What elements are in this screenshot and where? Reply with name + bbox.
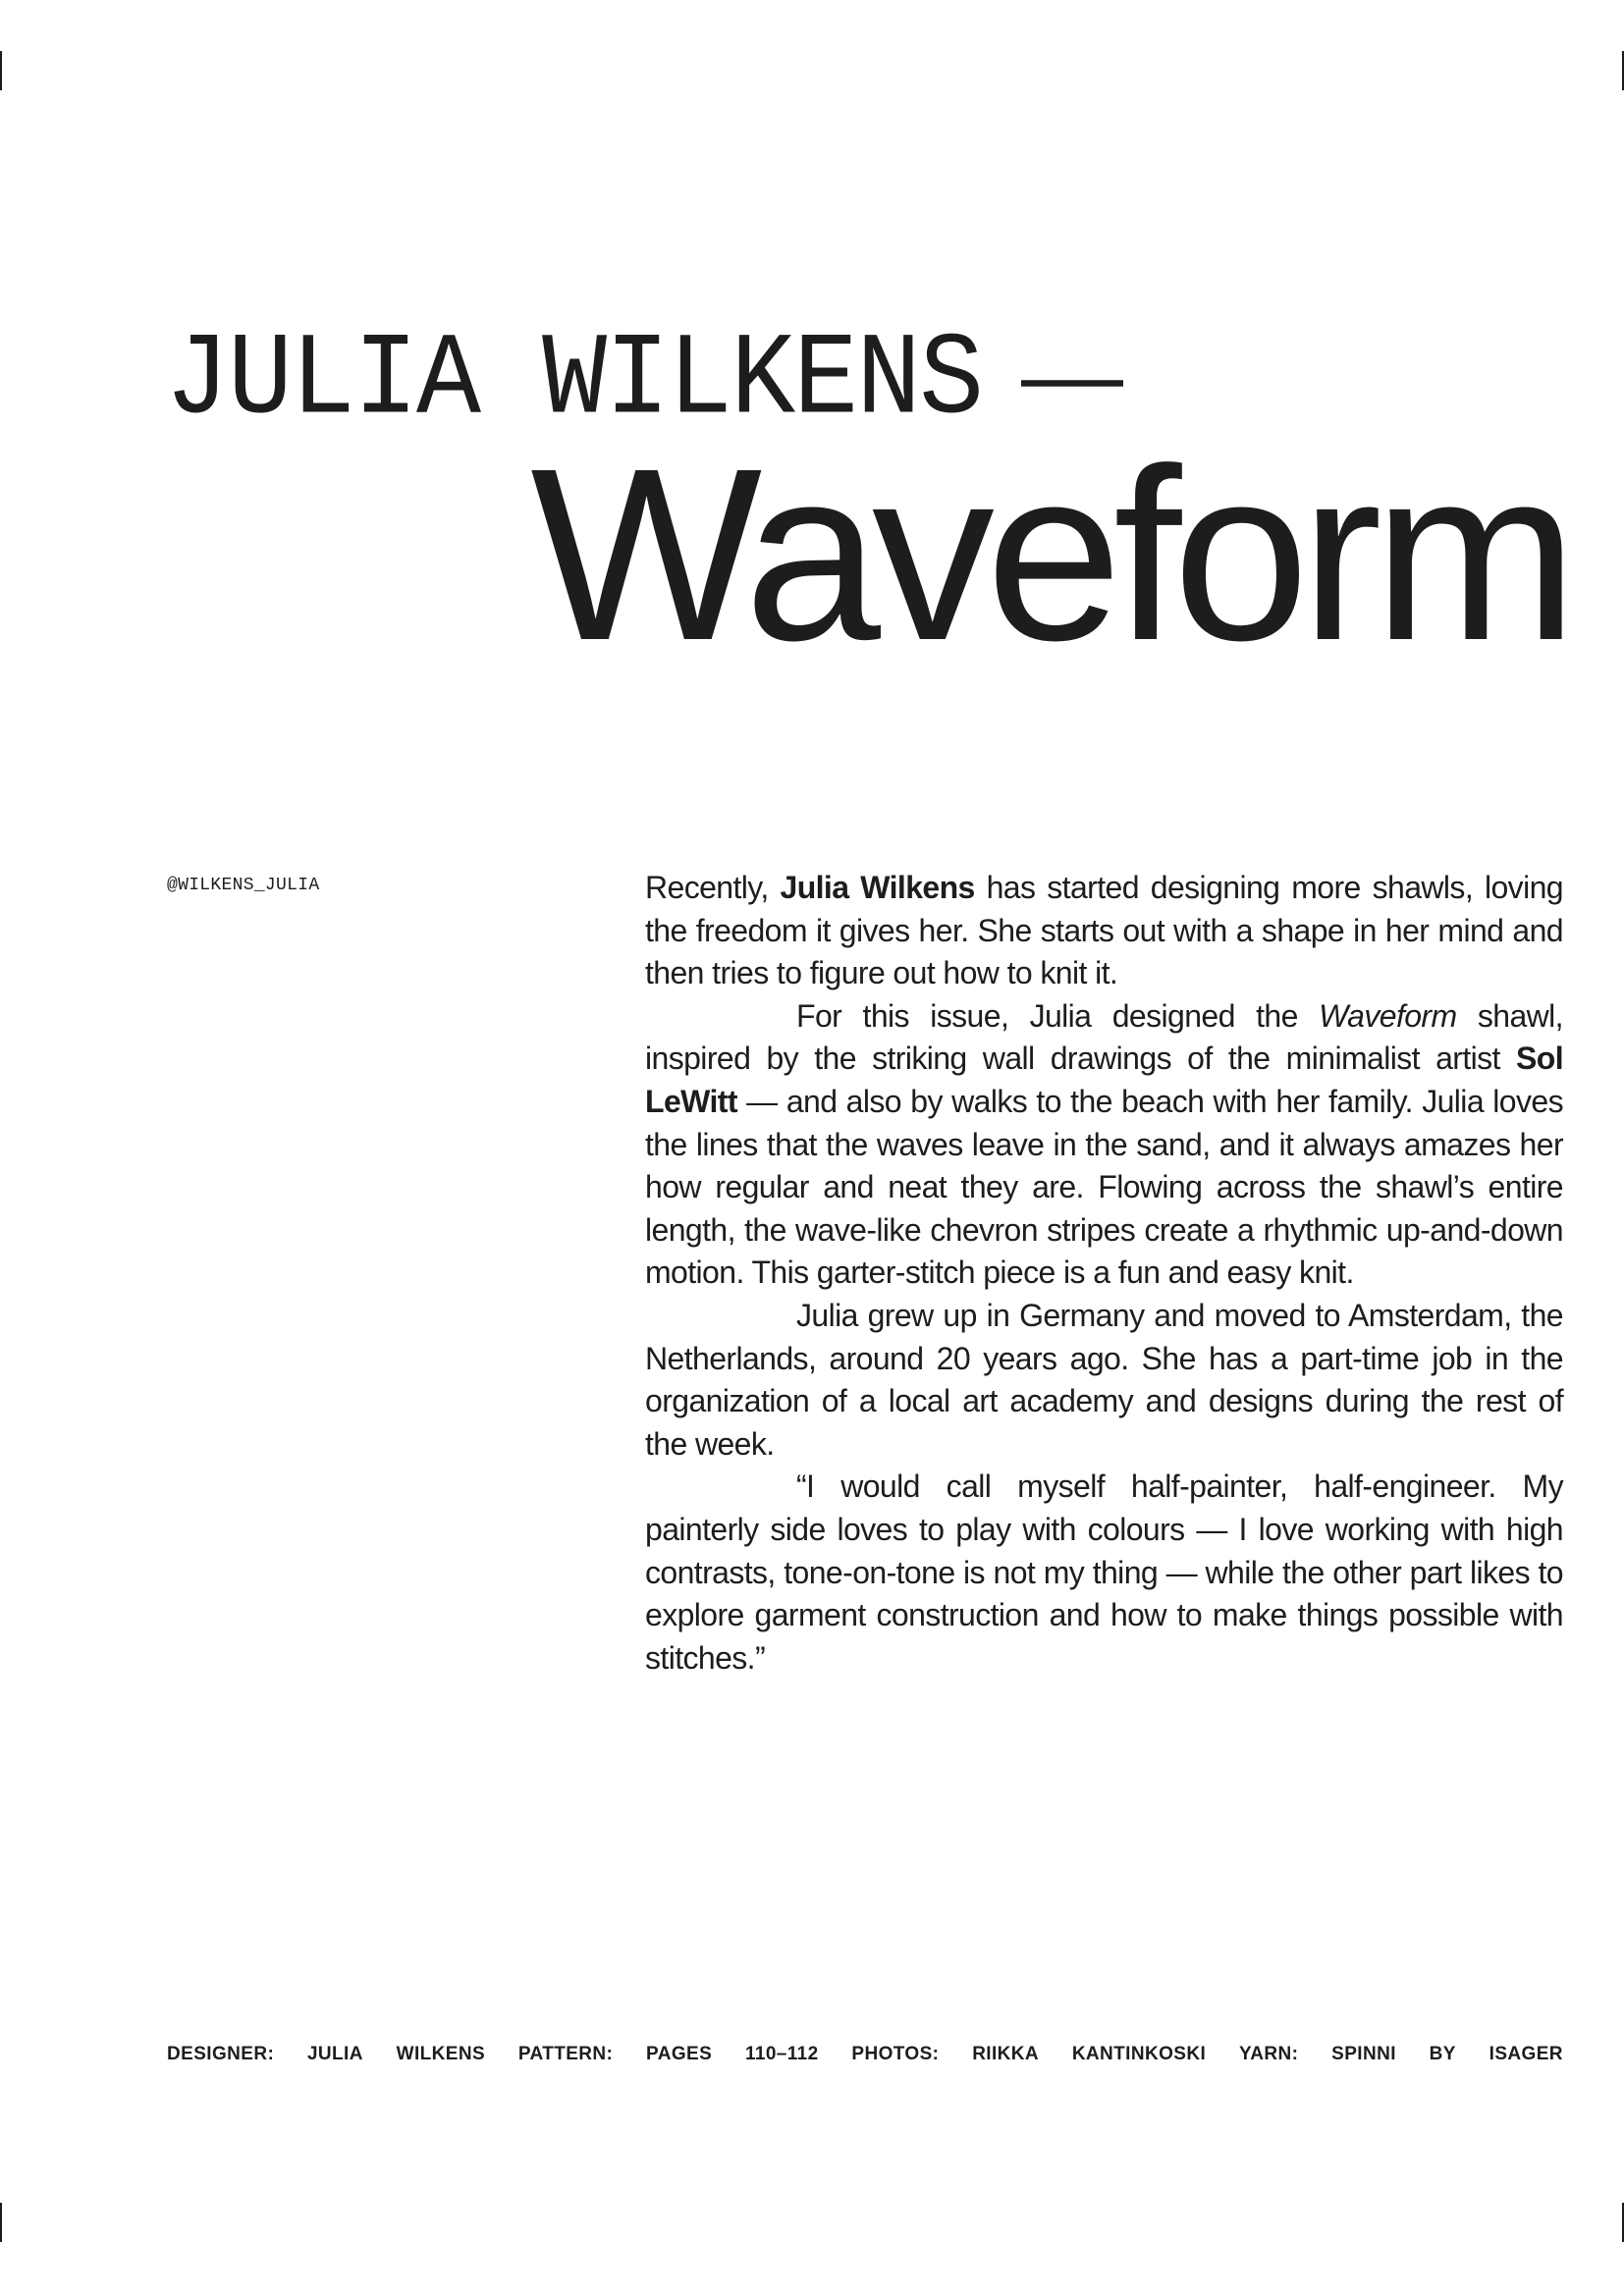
em-dash-rule (1021, 380, 1123, 386)
credit-word: JULIA (306, 2044, 363, 2064)
credit-word: RIIKKA (972, 2044, 1040, 2064)
credit-word: DESIGNER: (167, 2044, 275, 2064)
article-body (645, 867, 1563, 1680)
crop-mark-bottom-left (0, 2203, 2, 2242)
credit-word: PAGES (646, 2044, 713, 2064)
designer-name: JULIA WILKENS (165, 315, 983, 449)
paragraph-4: “I would call myself half-painter, half-engineer. My painterly side loves to play with colours — I love working with high contrasts, tone-on-tone is not my thing — while the other part likes to explore garment construction and how to make things possible with stitches.” (645, 1468, 1563, 1676)
credit-word: 110–112 (744, 2044, 819, 2064)
artist-name-bold: Sol LeWitt (645, 1041, 1563, 1119)
designer-name-bold: Julia Wilkens (780, 870, 975, 905)
instagram-handle: @WILKENS_JULIA (167, 876, 320, 895)
credit-word: KANTINKOSKI (1071, 2044, 1207, 2064)
paragraph-1: Recently, Julia Wilkens has started designing more shawls, loving the freedom it gives her. She starts out with a shape in her mind and then tries to figure out how to knit it. (645, 870, 1563, 991)
credit-word: SPINNI (1331, 2044, 1396, 2064)
crop-mark-top-left (0, 51, 2, 90)
credits-line (167, 2045, 1563, 2063)
page-title: Waveform (530, 417, 1569, 691)
paragraph-3: Julia grew up in Germany and moved to Amsterdam, the Netherlands, around 20 years ago. She has a part-time job in the organization of a local art academy and designs during the rest of the week. (645, 1297, 1563, 1462)
credit-word: WILKENS (396, 2044, 486, 2064)
credit-word: YARN: (1238, 2044, 1299, 2064)
paragraph-2: For this issue, Julia designed the Waveform shawl, inspired by the striking wall drawings of the minimalist artist Sol LeWitt — and also by walks to the beach with her family. Julia loves the lines that the waves leave in the sand, and it always amazes her how regular and neat they are. Flowing across the shawl’s entire length, the wave-like chevron stripes create a rhythmic up-and-down motion. This garter-stitch piece is a fun and easy knit. (645, 997, 1563, 1291)
credit-word: BY (1429, 2044, 1456, 2064)
credit-word: ISAGER (1489, 2044, 1563, 2064)
pattern-name-italic: Waveform (1319, 997, 1457, 1034)
credit-word: PATTERN: (517, 2044, 614, 2064)
credit-word: PHOTOS: (851, 2044, 940, 2064)
